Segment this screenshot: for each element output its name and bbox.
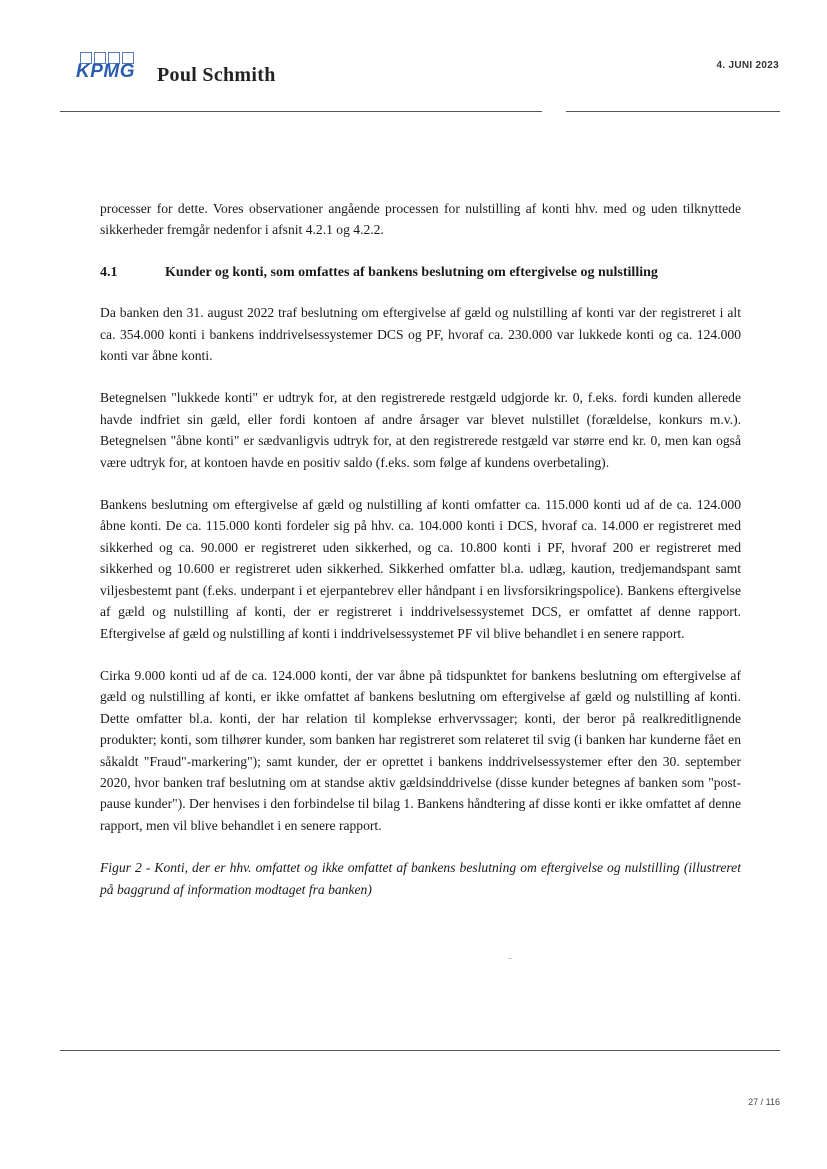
kpmg-logo-text: KPMG [76, 61, 135, 82]
section-number: 4.1 [100, 264, 118, 280]
header-rule-right [566, 111, 780, 112]
document-body [100, 198, 741, 921]
header-rule-left [60, 111, 542, 112]
figure-caption: Figur 2 - Konti, der er hhv. omfattet og ikke omfattet af bankens beslutning om eftergivelse og nulstilling (illustreret på baggrund af information modtaget fra banken) [100, 860, 741, 897]
section-title: Kunder og konti, som omfattes af bankens beslutning om eftergivelse og nulstilling [165, 264, 658, 280]
paragraph-1: Da banken den 31. august 2022 traf beslutning om eftergivelse af gæld og nulstilling af konti var der registreret i alt ca. 354.000 konti i bankens inddrivelsessystemer DCS og PF, hvoraf ca. 230.000 var lukkede konti og ca. 124.000 konti var åbne konti. [100, 305, 741, 364]
paragraph-4: Cirka 9.000 konti ud af de ca. 124.000 konti, der var åbne på tidspunktet for bankens beslutning om eftergivelse af gæld og nulstilling af konti, er ikke omfattet af bankens beslutning om eftergivelse af gæld og nulstilling af konti. Dette omfatter bl.a. konti, der har relation til komplekse erhvervssager; konti, der beror på realkreditlignende produkter; konti, som tilhører kunder, som banken har registreret som relateret til svig (i banken har kunderne fået en såkaldt "Fraud"-markering"); samt kunder, der er oprettet i bankens inddrivelsessystemer efter den 30. september 2020, hvor banken traf beslutning om at standse aktiv gældsinddrivelse (disse kunder betegnes af banken som "post-pause kunder"). Der henvises i den forbindelse til bilag 1. Bankens håndtering af disse konti er ikke omfattet af denne rapport, men vil blive behandlet i en senere rapport. [100, 667, 741, 833]
kpmg-logo [76, 52, 138, 84]
kpmg-logo-mark [76, 52, 138, 84]
footer-rule [60, 1050, 780, 1051]
paragraph-3: Bankens beslutning om eftergivelse af gæld og nulstilling af konti omfatter ca. 115.000 konti ud af de ca. 124.000 åbne konti. De ca. 115.000 konti fordeler sig på hhv. ca. 104.000 konti i DCS, hvoraf ca. 14.000 er registreret med sikkerhed og ca. 90.000 er registreret uden sikkerhed, og ca. 10.800 konti i PF, hvoraf 200 er registreret med sikkerhed og 10.600 er registreret uden sikkerhed. Sikkerhed omfatter bl.a. udlæg, kaution, tredjemandspant samt viljesbestemt pant (f.eks. underpant i et ejerpantebrev eller håndpant i en livsforsikringspolice). Bankens eftergivelse af gæld og nulstilling af konti, der er registreret i inddrivelsessystemet DCS, er omfattet af denne rapport. Eftergivelse af gæld og nulstilling af konti i inddrivelsessystemet PF vil blive behandlet i en senere rapport. [100, 497, 741, 641]
document-date: 4. JUNI 2023 [716, 60, 779, 71]
firm-name: Poul Schmith [157, 64, 276, 86]
page-number: 27 / 116 [748, 1097, 780, 1107]
intro-paragraph: processer for dette. Vores observationer angående processen for nulstilling af konti hhv. med og uden tilknyttede sikkerheder fremgår nedenfor i afsnit 4.2.1 og 4.2.2. [100, 201, 741, 238]
figure-placeholder-mark [508, 958, 512, 959]
section-heading [100, 262, 741, 283]
paragraph-2: Betegnelsen "lukkede konti" er udtryk for, at den registrerede restgæld udgjorde kr. 0, f.eks. fordi kunden allerede havde indfriet sin gæld, eller fordi kontoen af andre årsager var blevet nulstillet (forældelse, konkurs m.v.). Betegnelsen "åbne konti" er sædvanligvis udtryk for, at den registrerede restgæld var større end kr. 0, men kan også være udtryk for, at kontoen havde en positiv saldo (f.eks. som følge af kundens overbetaling). [100, 390, 741, 470]
